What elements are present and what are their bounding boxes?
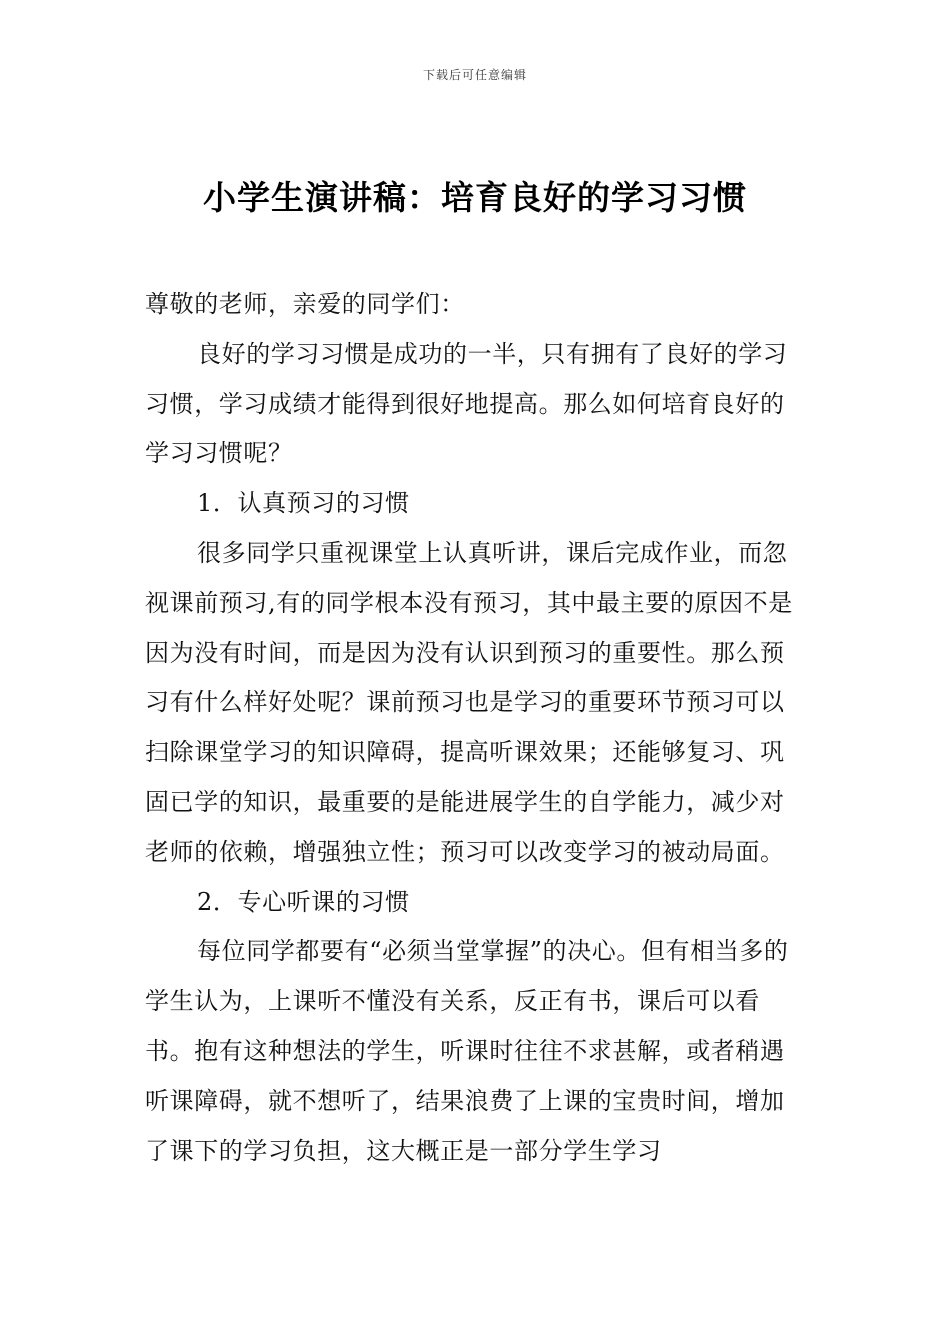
greeting-paragraph: 尊敬的老师，亲爱的同学们： bbox=[145, 290, 465, 318]
section-1-paragraph: 很多同学只重视课堂上认真听讲，课后完成作业，而忽视课前预习,有的同学根本没有预习，其中最主要的原因不是因为没有时间，而是因为没有认识到预习的重要性。那么预习有什么样好处呢？课前预习也是学习的重要环节预习可以扫除课堂学习的知识障碍，提高听课效果；还能够复习、巩固已学的知识，最重要的是能进展学生的自学能力，减少对老师的依赖，增强独立性；预习可以改变学习的被动局面。 bbox=[145, 538, 793, 866]
header-note: 下载后可任意编辑 bbox=[422, 68, 527, 82]
section-heading-1: 1．认真预习的习惯 bbox=[197, 489, 410, 518]
intro-paragraph: 良好的学习习惯是成功的一半，只有拥有了良好的学习习惯，学习成绩才能得到很好地提高。那么如何培育良好的学习习惯呢？ bbox=[145, 339, 788, 468]
section-heading-2: 2．专心听课的习惯 bbox=[197, 887, 410, 916]
document-title: 小学生演讲稿：培育良好的学习习惯 bbox=[203, 178, 747, 217]
section-2-paragraph: 每位同学都要有“必须当堂掌握”的决心。但有相当多的学生认为，上课听不懂没有关系，反正有书，课后可以看书。抱有这种想法的学生，听课时往往不求甚解，或者稍遇听课障碍，就不想听了，结果浪费了上课的宝贵时间，增加了课下的学习负担，这大概正是一部分学生学习 bbox=[145, 937, 789, 1165]
document-body bbox=[145, 280, 807, 1176]
